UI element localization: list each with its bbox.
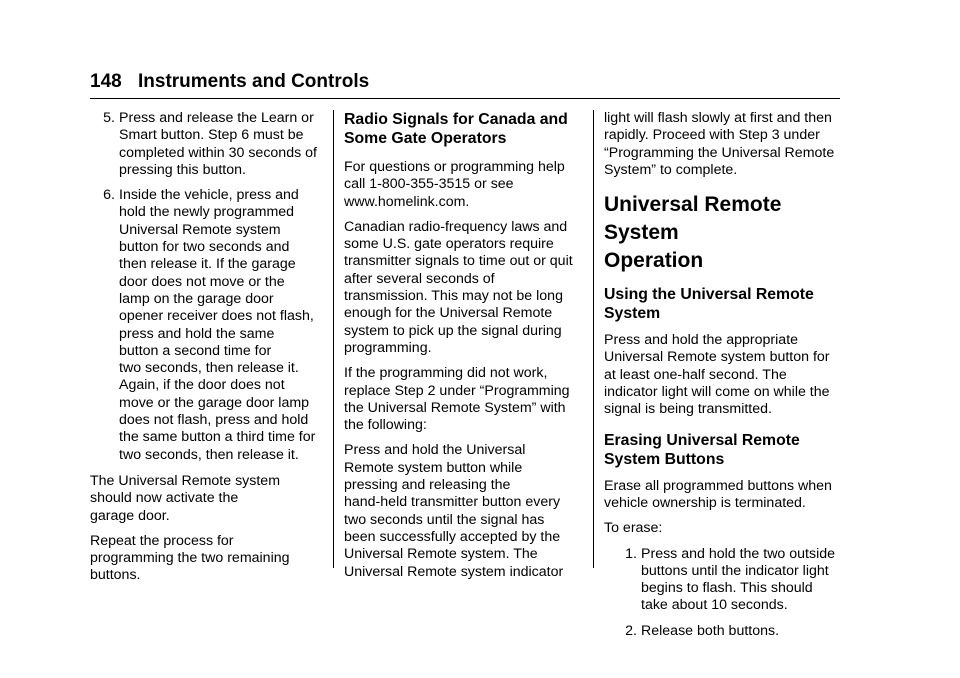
header-rule	[90, 98, 840, 99]
column-1	[90, 110, 328, 593]
paragraph: Press and hold the Universal Remote system button while pressing and releasing the hand-held transmitter button every two seconds until the signal has been successfully accepted by the Universal Remote system. The Universal Remote system indicator	[344, 442, 564, 580]
step-text: Press and hold the two outside buttons until the indicator light begins to flash. This should take about 10 seconds.	[641, 545, 836, 614]
page-number: 148	[90, 71, 122, 92]
main-heading: Universal Remote System Operation	[604, 193, 782, 273]
paragraph: Press and hold the appropriate Universal Remote system button for at least one-half second. The indicator light will come on while the signal is being transmitted.	[604, 332, 830, 418]
column-2	[344, 110, 589, 589]
page-header	[90, 68, 840, 96]
paragraph: Canadian radio-frequency laws and some U.S. gate operators require transmitter signals to time out or quit after several seconds of transmission. This may not be long enough for the Universal Remote system to pick up the signal during programming.	[344, 218, 573, 356]
step-text: Inside the vehicle, press and hold the newly programmed Universal Remote system button for two seconds and then release it. If the garage door does not move or the lamp on the garage door opener receiver does not flash, press and hold the same button a second time for two seconds, then release it. Again, if the door does not move or the garage door lamp does not flash, press and hold the same button a third time for two seconds, then release it.	[119, 187, 316, 463]
step-text: Press and release the Learn or Smart button. Step 6 must be completed within 30 seconds of pressing this button.	[119, 110, 317, 178]
erase-step-2	[614, 623, 849, 640]
step-number: 6.	[103, 187, 115, 204]
paragraph: light will flash slowly at first and then rapidly. Proceed with Step 3 under “Programming the Universal Remote System” to complete.	[604, 110, 835, 178]
paragraph: To erase:	[604, 520, 663, 537]
step-text: Release both buttons.	[641, 622, 780, 639]
column-divider-1	[333, 110, 334, 568]
sub-heading: Erasing Universal Remote System Buttons	[604, 431, 800, 468]
paragraph: If the programming did not work, replace Step 2 under “Programming the Universal Remote System” with the following:	[344, 365, 570, 434]
column-divider-2	[593, 110, 594, 568]
column-3	[604, 110, 849, 648]
section-title: Instruments and Controls	[138, 71, 370, 92]
paragraph: For questions or programming help call 1-800-355-3515 or see www.homelink.com.	[344, 159, 565, 210]
step-5	[92, 110, 328, 179]
sub-heading: Using the Universal Remote System	[604, 286, 814, 323]
paragraph: Erase all programmed buttons when vehicle ownership is terminated.	[604, 477, 832, 511]
paragraph: The Universal Remote system should now activate the garage door.	[90, 472, 281, 524]
step-6	[92, 187, 328, 464]
erase-step-1	[614, 546, 849, 615]
section-heading: Radio Signals for Canada and Some Gate Operators	[344, 111, 568, 147]
step-number: 5.	[103, 110, 115, 126]
paragraph: Repeat the process for programming the two remaining buttons.	[90, 532, 290, 584]
step-number: 1.	[625, 545, 637, 562]
step-number: 2.	[625, 622, 637, 639]
